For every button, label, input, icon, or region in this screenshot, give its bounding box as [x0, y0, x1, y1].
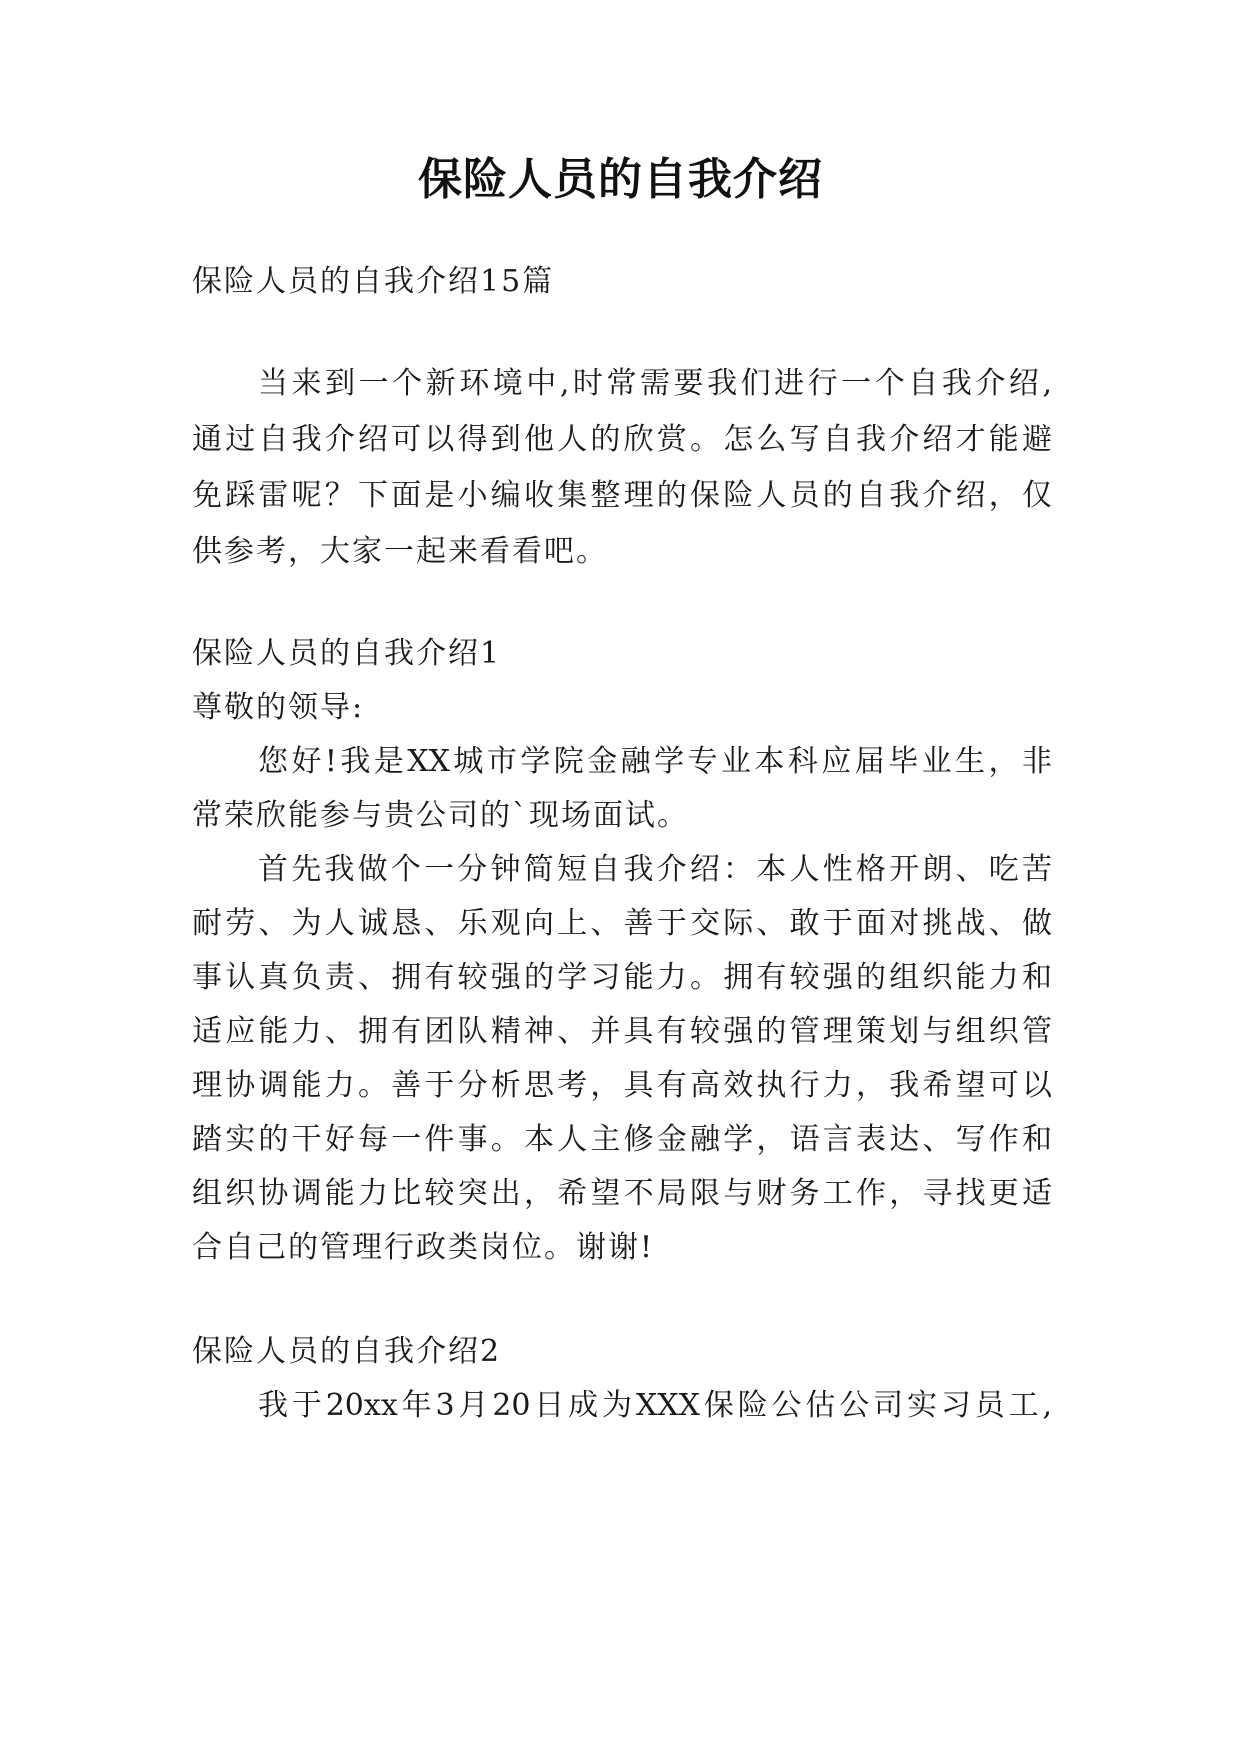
document-title: 保险人员的自我介绍 — [418, 154, 823, 205]
intro-line-1: 当来到一个新环境中,时常需要我们进行一个自我介绍, — [258, 366, 1052, 401]
section-1-salutation: 尊敬的领导: — [192, 690, 365, 725]
section-1-para-1-line-1: 您好!我是XX城市学院金融学专业本科应届毕业生，非 — [258, 744, 1052, 779]
section-1-para-2-line-7: 组织协调能力比较突出，希望不局限与财务工作，寻找更适 — [192, 1176, 1052, 1211]
section-1-para-2-line-8: 合自己的管理行政类岗位。谢谢! — [192, 1230, 655, 1265]
section-1-para-2-line-5: 理协调能力。善于分析思考，具有高效执行力，我希望可以 — [192, 1068, 1052, 1103]
intro-line-3: 免踩雷呢？下面是小编收集整理的保险人员的自我介绍，仅 — [192, 478, 1052, 513]
section-1-para-2-line-3: 事认真负责、拥有较强的学习能力。拥有较强的组织能力和 — [192, 960, 1052, 995]
section-1-para-2-line-4: 适应能力、拥有团队精神、并具有较强的管理策划与组织管 — [192, 1014, 1052, 1049]
section-2-heading: 保险人员的自我介绍2 — [192, 1334, 502, 1369]
section-1-para-2-line-1: 首先我做个一分钟简短自我介绍：本人性格开朗、吃苦 — [258, 852, 1052, 887]
intro-line-2: 通过自我介绍可以得到他人的欣赏。怎么写自我介绍才能避 — [192, 422, 1052, 457]
section-1-para-2-line-6: 踏实的干好每一件事。本人主修金融学，语言表达、写作和 — [192, 1122, 1052, 1157]
section-1-para-2-line-2: 耐劳、为人诚恳、乐观向上、善于交际、敢于面对挑战、做 — [192, 906, 1052, 941]
section-2-para-1-line-1: 我于20xx年3月20日成为XXX保险公估公司实习员工, — [258, 1388, 1052, 1423]
section-1-heading: 保险人员的自我介绍1 — [192, 636, 502, 671]
intro-line-4: 供参考，大家一起来看看吧。 — [192, 534, 608, 569]
section-1-para-1-line-2: 常荣欣能参与贵公司的`现场面试。 — [192, 798, 689, 833]
document-subtitle: 保险人员的自我介绍15篇 — [192, 264, 555, 299]
